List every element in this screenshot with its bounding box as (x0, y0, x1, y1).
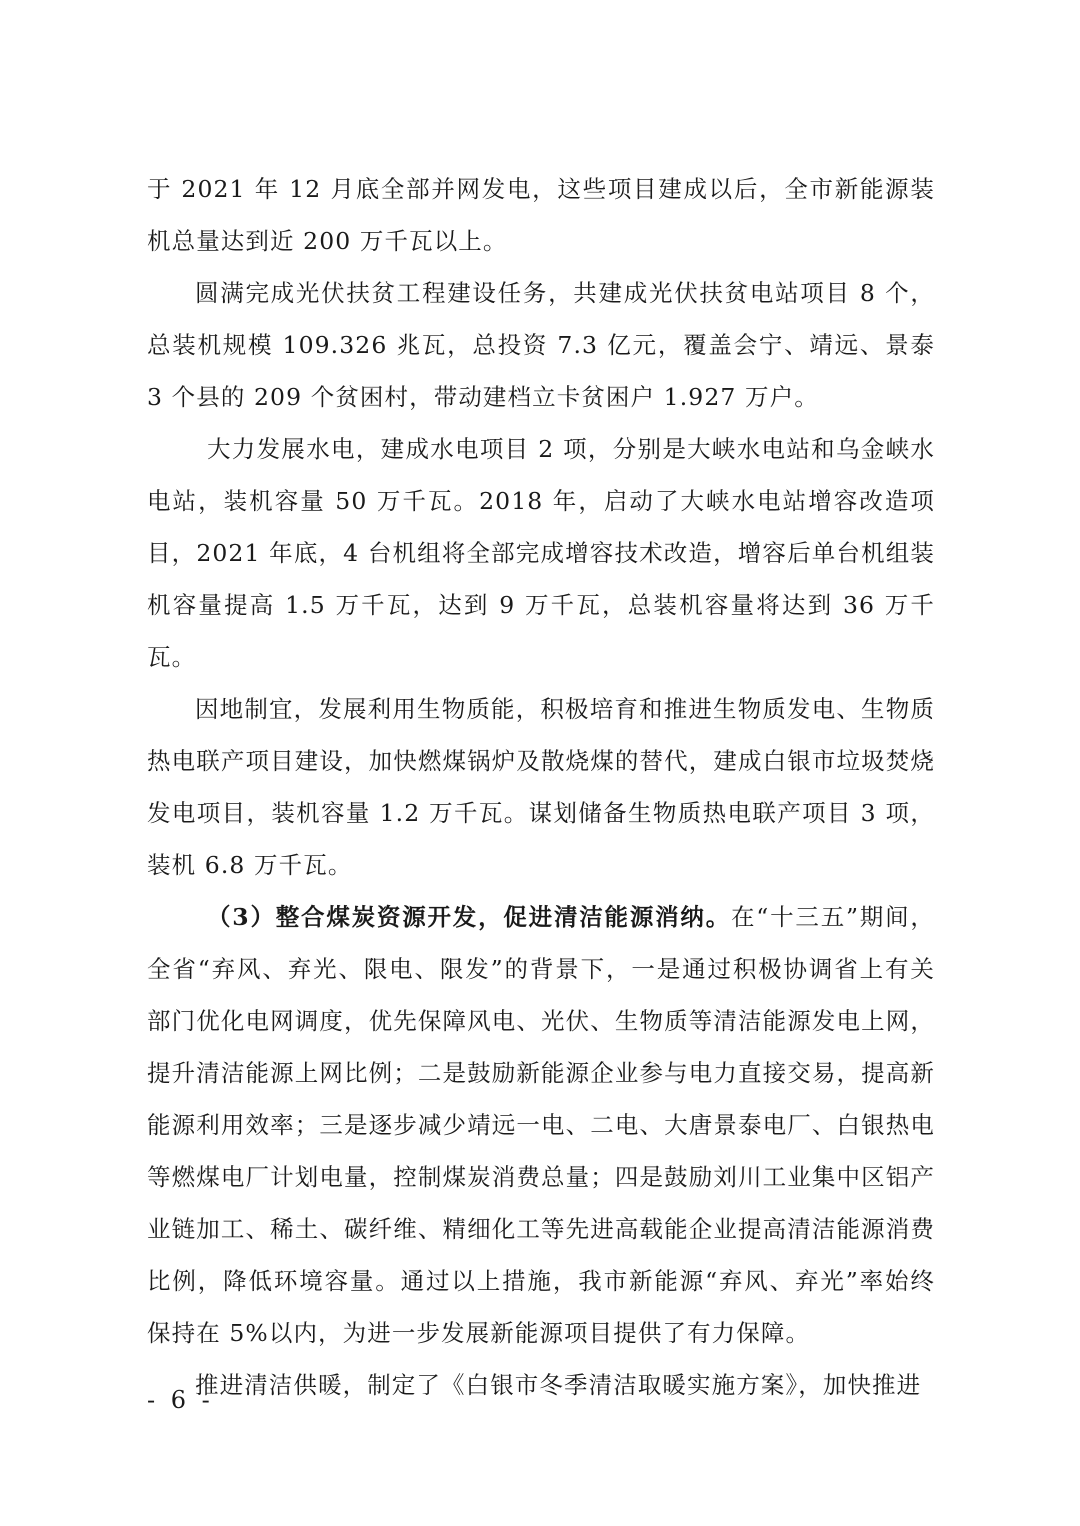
paragraph-text: 因地制宜，发展利用生物质能，积极培育和推进生物质发电、生物质热电联产项目建设，加快燃煤锅炉及散烧煤的替代，建成白银市垃圾焚烧发电项目，装机容量 1.2 万千瓦。谋划储备生物质热电联产项目 3 项，装机 6.8 万千瓦。 (147, 695, 935, 879)
paragraph-text: 于 2021 年 12 月底全部并网发电，这些项目建成以后，全市新能源装机总量达到近 200 万千瓦以上。 (147, 175, 935, 255)
paragraph-text: 推进清洁供暖，制定了《白银市冬季清洁取暖实施方案》，加快推进 (195, 1371, 922, 1399)
paragraph-clean-heating (147, 1359, 935, 1411)
paragraph-hydropower (147, 423, 935, 683)
paragraph-clean-energy-consumption (147, 891, 935, 1359)
section-heading: （3）整合煤炭资源开发，促进清洁能源消纳。 (207, 903, 732, 931)
paragraph-text: 在“十三五”期间，全省“弃风、弃光、限电、限发”的背景下，一是通过积极协调省上有关部门优化电网调度，优先保障风电、光伏、生物质等清洁能源发电上网，提升清洁能源上网比例；二是鼓励新能源企业参与电力直接交易，提高新能源利用效率；三是逐步减少靖远一电、二电、大唐景泰电厂、白银热电等燃煤电厂计划电量，控制煤炭消费总量；四是鼓励刘川工业集中区铝产业链加工、稀土、碳纤维、精细化工等先进高载能企业提高清洁能源消费比例，降低环境容量。通过以上措施，我市新能源“弃风、弃光”率始终保持在 5%以内，为进一步发展新能源项目提供了有力保障。 (147, 903, 935, 1347)
paragraph-biomass (147, 683, 935, 891)
paragraph-text: 大力发展水电，建成水电项目 2 项，分别是大峡水电站和乌金峡水电站，装机容量 50 万千瓦。2018 年，启动了大峡水电站增容改造项目，2021 年底，4 台机组将全部完成增容技术改造，增容后单台机组装机容量提高 1.5 万千瓦，达到 9 万千瓦，总装机容量将达到 36 万千瓦。 (147, 435, 935, 671)
body-text (147, 163, 935, 1411)
paragraph-grid-connection (147, 163, 935, 267)
paragraph-text: 圆满完成光伏扶贫工程建设任务，共建成光伏扶贫电站项目 8 个，总装机规模 109.326 兆瓦，总投资 7.3 亿元，覆盖会宁、靖远、景泰 3 个县的 209 个贫困村，带动建档立卡贫困户 1.927 万户。 (147, 279, 935, 411)
paragraph-pv-poverty-alleviation (147, 267, 935, 423)
page-number: - 6 - (147, 1386, 214, 1414)
